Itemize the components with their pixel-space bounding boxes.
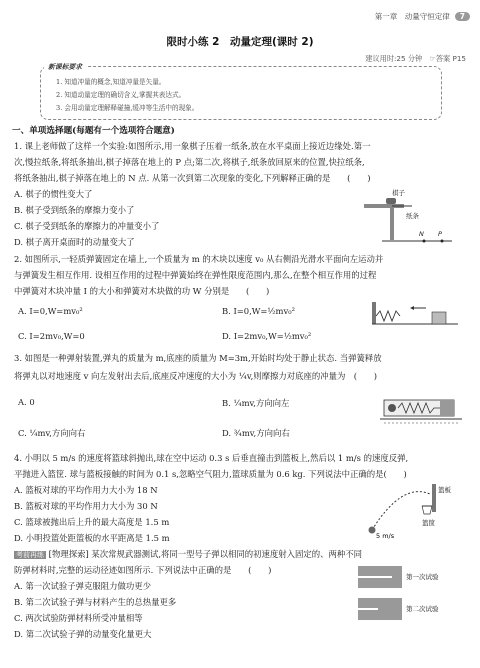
q3-line: 将弹丸以对地速度 v 向左发射出去后,底座反冲速度的大小为 ¼v,则摩擦力对底座的冲量为 ( ) [14,371,378,381]
time-answer-info: 建议用时:25 分钟 ☞答案 P15 [365,54,466,63]
piece-label: 棋子 [392,189,405,197]
n-label: N [419,230,424,238]
bullet-test-figure [356,562,468,628]
q5-option-a[interactable]: A. 第一次试验子弹克服阻力做功更少 [14,581,151,591]
q2-line: 与弹簧发生相互作用. 设相互作用的过程中弹簧始终在弹性限度范围内,那么,在整个相互作用的过程 [14,270,377,280]
objective-item: 2. 知道动量定理的确切含义,掌握其表达式。 [56,91,186,99]
q2-option-b[interactable]: B. I=0,W=½mv₀² [222,306,295,316]
page-title: 限时小练 2 动量定理(课时 2) [166,36,314,48]
q3-option-d[interactable]: D. ¾mv,方向向右 [222,428,290,438]
q1-option-b[interactable]: B. 棋子受到纸条的摩擦力变小了 [14,205,135,215]
q2-option-a[interactable]: A. I=0,W=mv₀² [18,306,83,316]
paper-label: 纸条 [406,212,419,220]
speed-label: 5 m/s [376,532,395,540]
objective-item: 1. 知道冲量的概念,知道冲量是矢量。 [56,78,166,86]
chess-paper-figure [362,186,454,248]
q5-text: [物理探索] 某次常规武器测试,将同一型号子弹以相同的初速度射入固定的、两种不同 [48,549,363,559]
q4-option-a[interactable]: A. 篮板对球的平均作用力大小为 18 N [14,485,158,495]
q4-line: 平抛进入篮筐. 球与篮板接触的时间为 0.1 s,忽略空气阻力,篮球质量为 0.6 kg. 下列说法中正确的是( ) [14,469,407,479]
q4-line: 4. 小明以 5 m/s 的速度将篮球斜抛出,球在空中运动 0.3 s 后垂直撞击到篮板上,然后以 1 m/s 的速度反弹, [14,453,409,463]
section-heading: 一、单项选择题(每题有一个选项符合题意) [12,126,175,136]
q3-option-a[interactable]: A. 0 [18,397,35,407]
q4-option-d[interactable]: D. 小明投篮处距篮板的水平距离是 1.5 m [14,533,170,543]
page-header [375,11,470,22]
hoop-label: 篮筐 [422,519,435,527]
p-label: P [438,230,442,238]
q3-line: 3. 如图是一种弹射装置,弹丸的质量为 m,底座的质量为 M=3m,开始时均处于静止状态. 当弹簧释放 [14,353,382,363]
q1-option-a[interactable]: A. 棋子的惯性变大了 [14,189,93,199]
q2-option-d[interactable]: D. I=2mv₀,W=½mv₀² [222,331,312,341]
q5-tag: 考前再练 [16,551,44,559]
q5-option-c[interactable]: C. 两次试验防弹材料所受冲量相等 [14,613,143,623]
q4-option-b[interactable]: B. 篮板对球的平均作用力大小为 30 N [14,501,158,511]
objectives-title: 新课标要求 [44,61,86,71]
test2-label: 第二次试验 [406,605,439,613]
launcher-figure [378,392,464,426]
q4-option-c[interactable]: C. 篮球被抛出后上升的最大高度是 1.5 m [14,517,170,527]
chapter-label: 第一章 动量守恒定律 [374,12,450,21]
test1-label: 第一次试验 [406,573,439,581]
spring-block-figure [370,300,460,328]
q1-line: 1. 课上老师做了这样一个实验:如图所示,用一象棋子压着一纸条,放在水平桌面上接近边缘处.第一 [14,141,371,151]
q1-option-c[interactable]: C. 棋子受到纸条的摩擦力的冲量变小了 [14,221,160,231]
q3-option-b[interactable]: B. ¼mv,方向向左 [222,398,290,408]
q5-line [14,548,362,560]
q3-option-c[interactable]: C. ¼mv,方向向右 [18,428,86,438]
q1-line: 将纸条抽出,棋子掉落在地上的 N 点. 从第一次到第二次现象的变化,下列解释正确的是 ( ) [14,173,371,183]
basketball-figure [352,480,462,540]
q2-line: 中弹簧对木块冲量 I 的大小和弹簧对木块做的功 W 分别是 ( ) [14,286,270,296]
q1-line: 次,慢拉纸条,将纸条抽出,棋子掉落在地上的 P 点;第二次,将棋子,纸条放回原来的位置,快拉纸条, [14,157,365,167]
q5-line: 防弹材料时,完整的运动径迹如图所示. 下列说法中正确的是 ( ) [14,565,272,575]
q1-option-d[interactable]: D. 棋子离开桌面时的动量变大了 [14,237,135,247]
board-label: 篮板 [438,486,451,494]
q2-option-c[interactable]: C. I=2mv₀,W=0 [18,331,85,341]
q5-option-d[interactable]: D. 第二次试验子弹的动量变化量更大 [14,629,152,639]
page-number: 7 [455,12,470,21]
q2-line: 2. 如图所示,一轻质弹簧固定在墙上,一个质量为 m 的木块以速度 v₀ 从右侧沿光滑水平面向左运动并 [14,254,384,264]
objective-item: 3. 会用动量定理解释碰撞,缓冲等生活中的现象。 [56,104,199,112]
q5-option-b[interactable]: B. 第二次试验子弹与材料产生的总热量更多 [14,597,177,607]
